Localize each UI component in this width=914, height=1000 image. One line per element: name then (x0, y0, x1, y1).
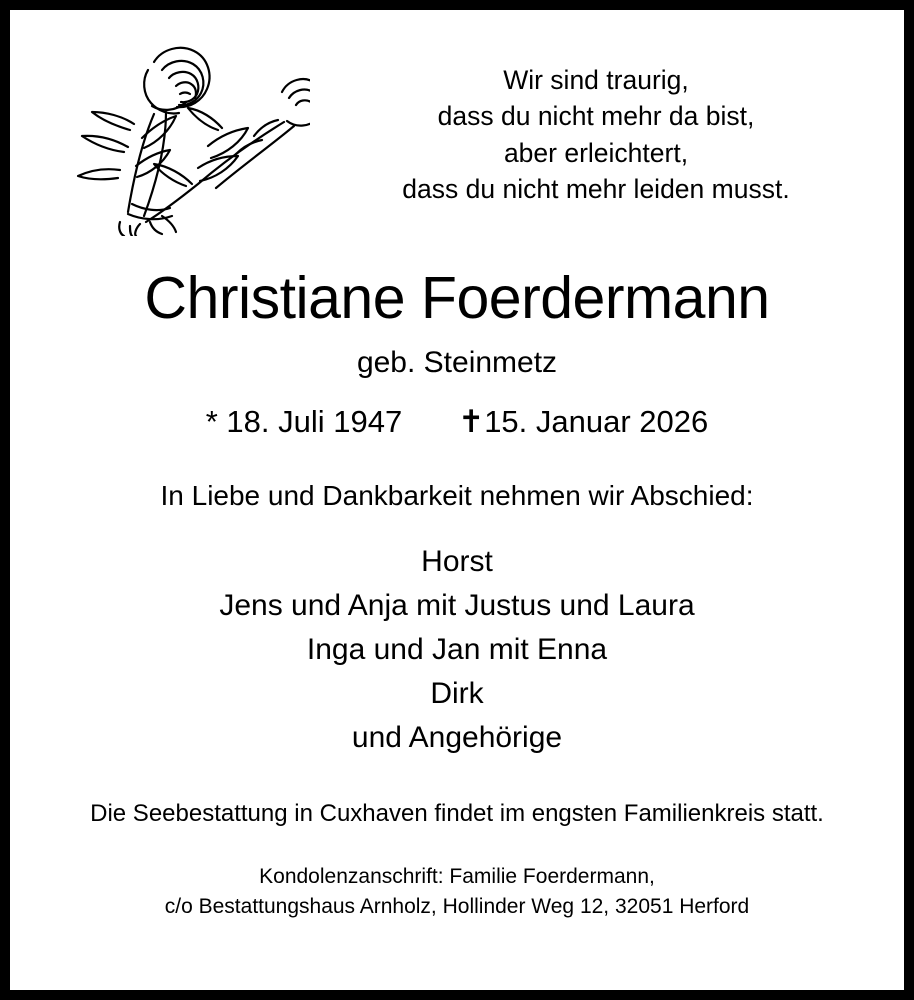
mourner-line-3: Inga und Jan mit Enna (306, 633, 608, 667)
condolence-address (10, 862, 904, 922)
verse-line-2: dass du nicht mehr da bist, (437, 101, 755, 132)
mourner-line-5: und Angehörige (351, 721, 563, 755)
farewell-intro: In Liebe und Dankbarkeit nehmen wir Abschied: (160, 479, 754, 511)
mourners-list (10, 540, 904, 760)
deceased-maiden-name: geb. Steinmetz (356, 345, 558, 379)
mourner-line-1: Horst (421, 544, 493, 578)
verse-line-1: Wir sind traurig, (503, 65, 689, 95)
death-date-group (458, 404, 708, 440)
rose-bouquet-icon (10, 26, 310, 236)
verse-block (310, 26, 904, 207)
verse-line-3: aber erleichtert, (503, 137, 689, 168)
header-row (10, 10, 904, 236)
mourner-line-4: Dirk (430, 677, 484, 711)
condolence-line-1: Kondolenzanschrift: Familie Foerdermann, (259, 865, 655, 889)
birth-date: * 18. Juli 1947 (205, 403, 403, 439)
mourner-line-2: Jens und Anja mit Justus und Laura (219, 589, 695, 623)
deceased-name: Christiane Foerdermann (144, 265, 770, 331)
life-dates (10, 404, 904, 440)
cross-icon: ✝ (458, 403, 485, 440)
notice-inner (10, 10, 904, 990)
verse-line-4: dass du nicht mehr leiden musst. (402, 173, 790, 204)
death-date: 15. Januar 2026 (484, 403, 709, 439)
funeral-note: Die Seebestattung in Cuxhaven findet im engsten Familienkreis statt. (90, 800, 824, 828)
condolence-line-2: c/o Bestattungshaus Arnholz, Hollinder Weg 12, 32051 Herford (164, 895, 750, 919)
